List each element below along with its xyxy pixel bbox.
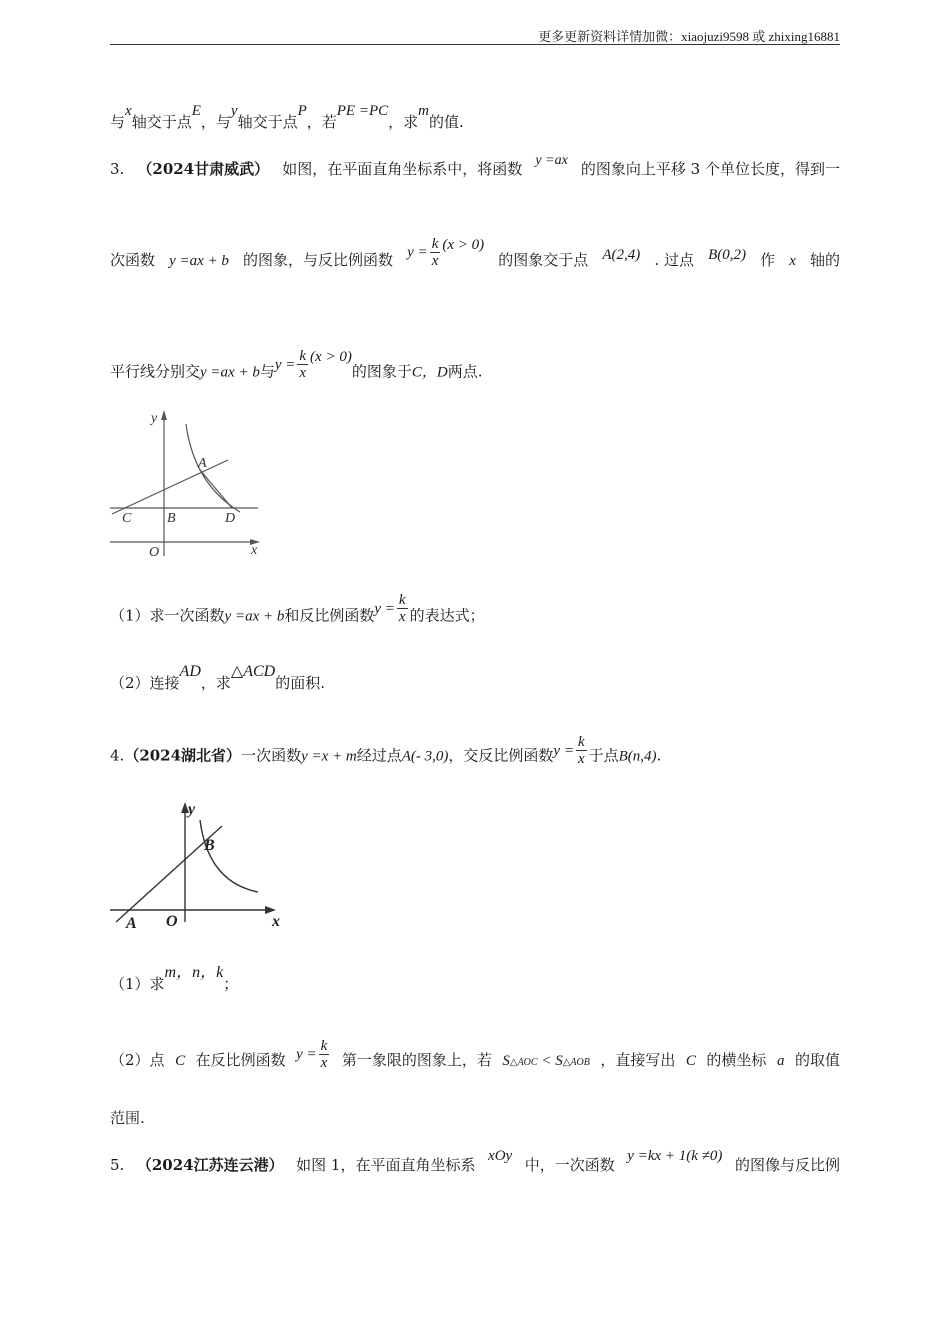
fraction-group xyxy=(407,236,484,269)
math: y =ax + b xyxy=(200,364,260,381)
q3-sub2 xyxy=(110,663,840,694)
math: S xyxy=(502,1052,510,1069)
text: 的横坐标 xyxy=(706,1050,767,1069)
frac-num: k xyxy=(398,592,406,608)
hyperbola xyxy=(200,820,258,892)
math: C xyxy=(685,1052,696,1069)
math: y =kx + 1(k ≠0) xyxy=(627,1148,723,1164)
segment-AD xyxy=(200,470,232,508)
fraction-group xyxy=(274,348,352,381)
question-number: 3. xyxy=(110,160,125,178)
text: 如图，在平面直角坐标系中，将函数 xyxy=(282,160,523,178)
text: 平行线分别交 xyxy=(110,362,201,381)
text: 与 xyxy=(110,113,126,131)
header-text: 更多更新资料详情加微：xiaojuzi9598 或 zhixing16881 xyxy=(538,29,840,44)
label-y: y xyxy=(188,801,196,818)
frac-den: x xyxy=(431,253,439,269)
math: A(2,4) xyxy=(602,246,641,263)
page-header xyxy=(110,26,840,45)
hyperbola xyxy=(186,424,240,512)
question-number: 4. xyxy=(110,746,125,765)
label-B: B xyxy=(167,511,176,526)
q4-sub1 xyxy=(110,964,840,995)
label-B: B xyxy=(204,837,215,854)
text: 的值. xyxy=(429,113,464,131)
fraction-group xyxy=(374,592,409,625)
question-source: （2024甘肃威武） xyxy=(137,160,270,178)
q3-line1 xyxy=(110,153,840,181)
q3-sub1 xyxy=(110,592,840,633)
frac-num: k xyxy=(299,348,307,364)
frac-num: k xyxy=(320,1038,328,1054)
text: ，直接写出 xyxy=(600,1050,676,1069)
math: PE =PC xyxy=(336,103,389,119)
text: ，交反比例函数 xyxy=(448,746,554,765)
text: （1）求 xyxy=(110,975,165,993)
frac-den: x xyxy=(398,609,406,625)
q4-sub2-line2 xyxy=(110,1108,840,1128)
math: C xyxy=(175,1052,186,1069)
math: (x > 0) xyxy=(310,348,352,365)
q5-line1 xyxy=(110,1148,840,1176)
text: 和反比例函数 xyxy=(284,606,375,625)
text: 第一象限的图象上，若 xyxy=(341,1050,492,1069)
text: （2）点 xyxy=(110,1050,165,1069)
q3-figure xyxy=(108,408,268,564)
label-A: A xyxy=(198,456,207,471)
text: 的取值 xyxy=(794,1050,840,1069)
math: y = xyxy=(296,1046,317,1063)
text: （1）求一次函数 xyxy=(110,606,225,625)
label-y: y xyxy=(151,411,158,426)
label-x: x xyxy=(272,913,280,930)
math: △ACD xyxy=(230,663,276,680)
q3-line2 xyxy=(110,236,840,277)
frac-den: x xyxy=(320,1055,328,1071)
q4-figure xyxy=(108,798,288,936)
math: y = xyxy=(407,244,428,261)
text: 与 xyxy=(259,362,275,381)
math: S xyxy=(555,1052,563,1069)
math: B(0,2) xyxy=(708,246,746,263)
math-sub: △AOC xyxy=(509,1056,538,1068)
math: y =ax + b xyxy=(169,252,229,269)
p2-continuation xyxy=(110,103,840,133)
math: y = xyxy=(274,356,296,373)
math: B(n,4) xyxy=(618,748,657,765)
q4-line1 xyxy=(110,734,840,773)
text: ，求 xyxy=(388,113,419,131)
text: 的表达式； xyxy=(409,606,485,625)
math: m xyxy=(418,103,429,119)
text: 的图像与反比例 xyxy=(734,1156,840,1174)
math: y =x + m xyxy=(301,748,357,765)
frac-den: x xyxy=(577,751,585,767)
text: 在反比例函数 xyxy=(195,1050,286,1069)
text: 范围. xyxy=(110,1109,145,1127)
math: x xyxy=(125,103,132,119)
math: xOy xyxy=(488,1148,513,1164)
text: 的图象交于点 xyxy=(498,250,589,269)
fraction-group xyxy=(553,734,588,767)
fraction-group xyxy=(296,1038,331,1071)
fraction xyxy=(319,1038,330,1071)
text: 作 xyxy=(760,250,776,269)
text: ，与 xyxy=(200,113,231,131)
math: y = xyxy=(374,600,395,617)
math: A(- 3,0) xyxy=(401,748,449,765)
math: P xyxy=(297,103,307,119)
math: y = xyxy=(553,742,574,759)
text: （2）连接 xyxy=(110,674,180,692)
math: y =ax + b xyxy=(224,608,285,625)
question-source: （2024湖北省） xyxy=(124,746,242,765)
math: m，n，k xyxy=(164,964,224,981)
q4-sub2 xyxy=(110,1038,840,1077)
text: 轴的 xyxy=(809,250,840,269)
fraction xyxy=(430,236,441,269)
text: . 过点 xyxy=(654,250,694,269)
text: ； xyxy=(223,975,239,993)
text: ，求 xyxy=(200,674,231,692)
label-C: C xyxy=(122,511,132,526)
frac-den: x xyxy=(299,365,307,381)
text: 的图象于 xyxy=(351,362,412,381)
fraction xyxy=(397,592,408,625)
text: 两点. xyxy=(447,362,483,381)
text: 的图象，与反比例函数 xyxy=(243,250,394,269)
fraction xyxy=(576,734,587,767)
math: C，D xyxy=(411,364,448,381)
q3-line3 xyxy=(110,348,840,389)
label-D: D xyxy=(225,511,236,526)
frac-num: k xyxy=(577,734,585,750)
y-axis-arrow xyxy=(161,410,167,420)
text: 的图象向上平移 3 个单位长度，得到一 xyxy=(580,160,840,178)
text: 次函数 xyxy=(110,250,156,269)
question-source: （2024江苏连云港） xyxy=(136,1156,284,1174)
text: ，若 xyxy=(306,113,337,131)
text: 中，一次函数 xyxy=(524,1156,615,1174)
text: 经过点 xyxy=(356,746,402,765)
label-A: A xyxy=(126,915,137,932)
math: y xyxy=(230,103,238,119)
text: 轴交于点 xyxy=(131,113,192,131)
math: < xyxy=(541,1052,552,1069)
math: a xyxy=(776,1052,785,1069)
text: 一次函数 xyxy=(241,746,302,765)
math: E xyxy=(191,103,201,119)
label-O: O xyxy=(166,913,178,930)
math: AD xyxy=(179,663,201,680)
text: 如图 1，在平面直角坐标系 xyxy=(296,1156,476,1174)
label-O: O xyxy=(149,545,160,560)
math: (x > 0) xyxy=(442,236,485,253)
text: 于点 xyxy=(588,746,619,765)
text: . xyxy=(656,746,662,765)
math: y =ax xyxy=(535,153,568,168)
fraction xyxy=(297,348,308,381)
math-sub: △AOB xyxy=(562,1056,590,1068)
frac-num: k xyxy=(431,236,439,252)
text: 轴交于点 xyxy=(237,113,298,131)
label-x: x xyxy=(251,543,258,558)
question-number: 5. xyxy=(110,1156,125,1174)
text: 的面积. xyxy=(275,674,325,692)
area-inequality xyxy=(502,1049,589,1075)
math: x xyxy=(789,252,796,269)
